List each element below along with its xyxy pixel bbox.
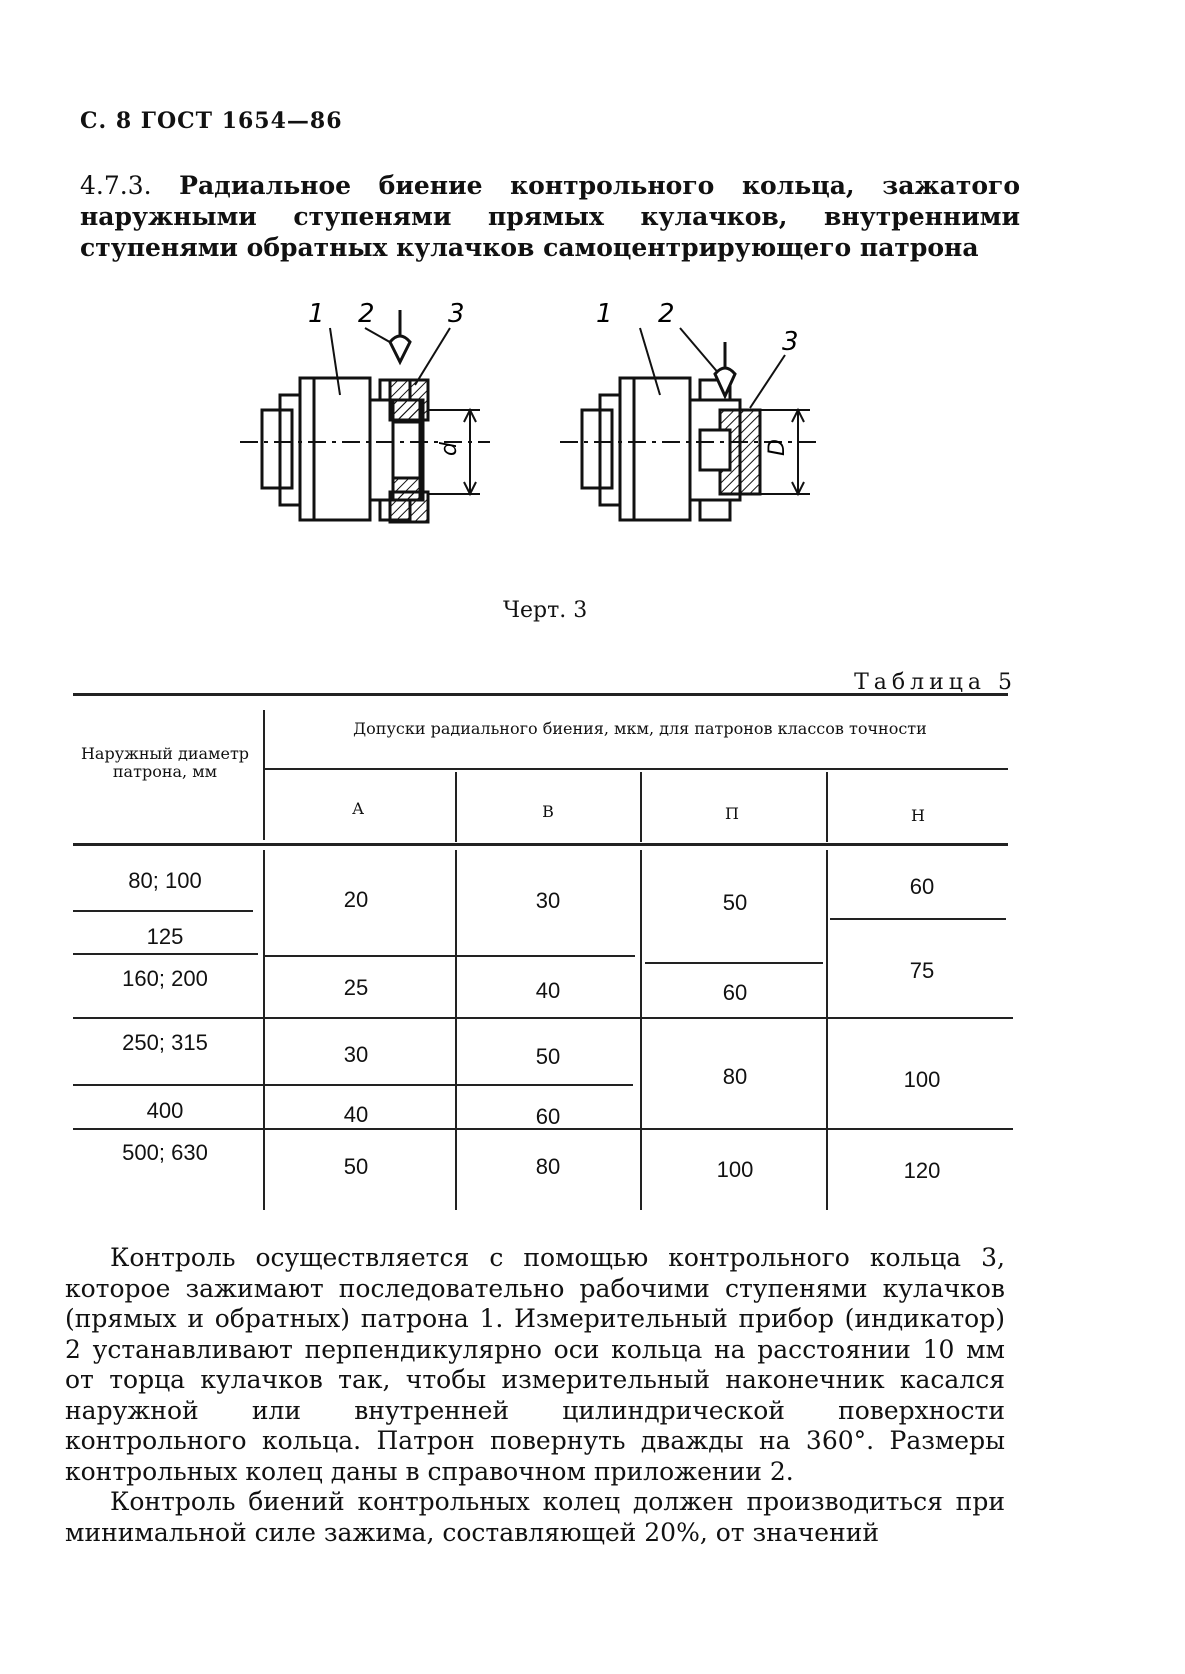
label-left-1: 1 [308, 300, 325, 329]
cell-a-4: 40 [343, 1102, 369, 1127]
cell-b-4: 60 [535, 1104, 561, 1129]
label-left-3: 3 [448, 300, 465, 329]
cell-h-1: 60 [909, 874, 935, 899]
paragraph-2: Контроль биений контрольных колец должен производиться при минимальной силе зажима, составляющей 20%, от значений [65, 1487, 1005, 1547]
table-title: Таблица 5 [854, 670, 1017, 695]
row-label-5: 400 [146, 1098, 184, 1123]
label-left-2: 2 [358, 300, 375, 329]
cell-b-5: 80 [535, 1154, 561, 1179]
dimension-D: D [765, 439, 790, 456]
technical-drawing [230, 300, 850, 580]
cell-h-2: 75 [909, 958, 935, 983]
row-label-4: 250; 315 [122, 1030, 208, 1055]
body-text [65, 1243, 1005, 1548]
class-p-header: П [725, 804, 739, 823]
dimension-d: d [437, 442, 462, 456]
drawing-right [560, 328, 820, 520]
row-header: Наружный диаметр патрона, мм [80, 744, 250, 781]
figure-caption: Черт. 3 [503, 598, 588, 623]
cell-p-4: 100 [716, 1157, 754, 1182]
class-a-header: А [351, 799, 365, 818]
cell-h-4: 120 [903, 1158, 941, 1183]
cell-p-3: 80 [722, 1064, 748, 1089]
label-right-3: 3 [782, 327, 799, 357]
page-header: С. 8 ГОСТ 1654—86 [80, 108, 343, 134]
cell-a-5: 50 [343, 1154, 369, 1179]
section-heading [80, 170, 1020, 263]
cell-h-3: 100 [903, 1067, 941, 1092]
paragraph-1: Контроль осуществляется с помощью контрольного кольца 3, которое зажимают последовательно рабочими ступенями кулачков (прямых и обратных) патрона 1. Измерительный прибор (индикатор) 2 устанавливают перпендикулярно оси кольца на расстоянии 10 мм от торца кулачков так, чтобы измерительный наконечник касался наружной или внутренней цилиндрической поверхности контрольного кольца. Патрон повернуть дважды на 360°. Размеры контрольных колец даны в справочном приложении 2. [65, 1243, 1005, 1486]
section-title: Радиальное биение контрольного кольца, зажатого наружными ступенями прямых кулачков, внутренними ступенями обратных кулачков самоцентрирующего патрона [80, 171, 1020, 262]
cell-p-1: 50 [722, 890, 748, 915]
cell-b-2: 40 [535, 978, 561, 1003]
cell-b-3: 50 [535, 1044, 561, 1069]
cell-a-1: 20 [343, 887, 369, 912]
cell-p-2: 60 [722, 980, 748, 1005]
cell-b-1: 30 [535, 888, 561, 913]
row-label-1: 80; 100 [128, 868, 202, 893]
group-header: Допуски радиального биения, мкм, для патронов классов точности [353, 719, 927, 738]
cell-a-3: 30 [343, 1042, 369, 1067]
label-right-1: 1 [596, 300, 613, 329]
label-right-2: 2 [658, 300, 675, 329]
class-b-header: В [542, 802, 554, 821]
row-label-3: 160; 200 [122, 966, 208, 991]
class-h-header: Н [911, 806, 925, 825]
cell-a-2: 25 [343, 975, 369, 1000]
row-label-6: 500; 630 [122, 1140, 208, 1165]
row-label-2: 125 [146, 924, 184, 949]
drawing-left [240, 310, 490, 522]
section-number: 4.7.3. [80, 171, 152, 200]
